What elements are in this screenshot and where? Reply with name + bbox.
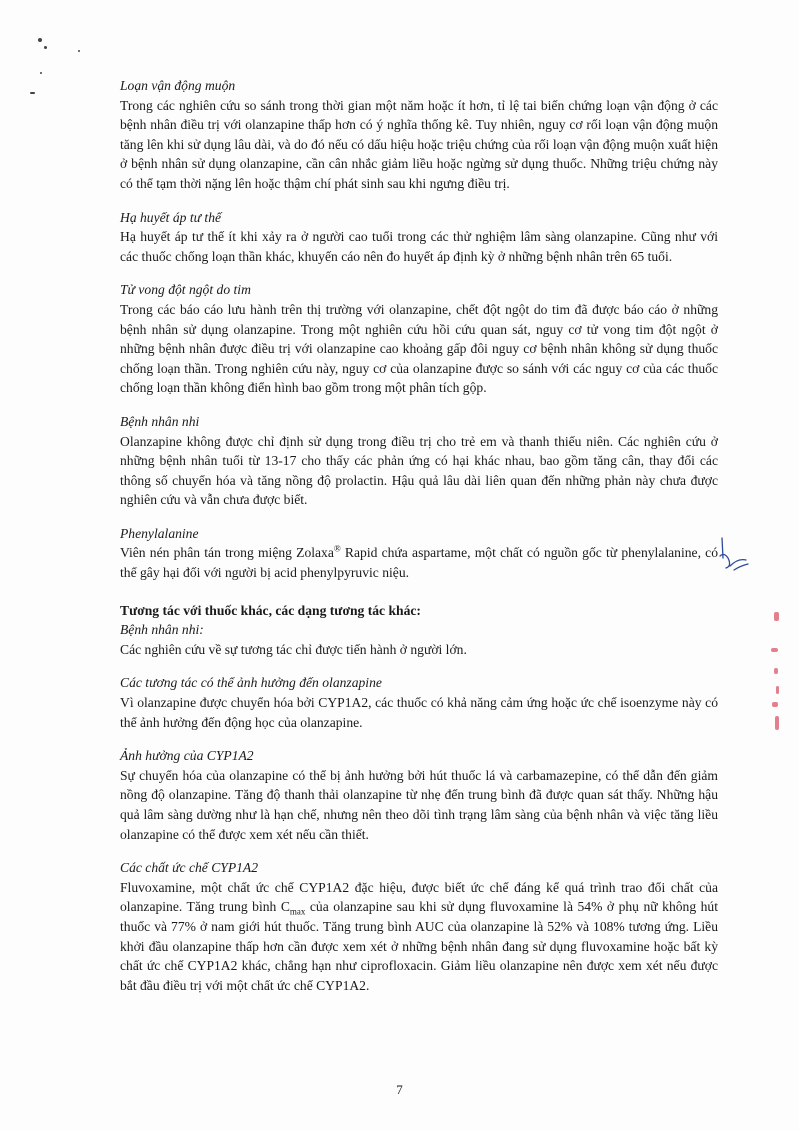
scan-speck bbox=[30, 92, 35, 94]
section-heading: Bệnh nhân nhi bbox=[120, 413, 200, 429]
section-sudden-cardiac-death bbox=[120, 280, 718, 398]
stamp-fragment bbox=[774, 668, 778, 674]
section-heading: Các chất ức chế CYP1A2 bbox=[120, 860, 259, 876]
scan-speck bbox=[78, 50, 80, 52]
section-heading: Hạ huyết áp tư thế bbox=[120, 209, 222, 225]
paragraph-text: Fluvoxamine, một chất ức chế CYP1A2 đặc hiệu, được biết ức chế đáng kể quá trình trao đổi chất của olanzapine. Tăng trung bình C bbox=[120, 879, 718, 915]
section-cyp1a2-influence bbox=[120, 746, 718, 844]
section-tardive-dyskinesia bbox=[120, 76, 718, 194]
section-heading: Bệnh nhân nhi: bbox=[120, 622, 204, 638]
section-paragraph: Hạ huyết áp tư thế ít khi xảy ra ở người cao tuổi trong các thử nghiệm lâm sàng olanzapine. Cũng như với các thuốc chống loạn thần khác, khuyến cáo nên đo huyết áp định kỳ ở những bệnh nhân trên 65 tuổi. bbox=[120, 229, 718, 264]
section-paragraph: Các nghiên cứu về sự tương tác chỉ được tiến hành ở người lớn. bbox=[120, 641, 467, 657]
section-heading: Loạn vận động muộn bbox=[120, 78, 236, 93]
scan-speck bbox=[38, 38, 42, 42]
section-paragraph bbox=[120, 543, 718, 582]
paragraph-text: của olanzapine sau khi sử dụng fluvoxamine là 54% ở phụ nữ không hút thuốc và 77% ở nam giới hút thuốc. Tăng trung bình AUC của olanzapine là 52% và 108% tương ứng. Liều khởi đầu olanzapine thấp hơn cần được xem xét ở những bệnh nhân đang sử dụng fluvoxamine hoặc bất kỳ chất ức chế CYP1A2 khác, chẳng hạn như ciprofloxacin. Giảm liều olanzapine nên được xem xét nếu được bắt đầu điều trị với một chất ức chế CYP1A2. bbox=[120, 899, 718, 993]
section-orthostatic-hypotension bbox=[120, 208, 718, 267]
stamp-fragment bbox=[772, 702, 778, 707]
page-number: 7 bbox=[396, 1082, 403, 1097]
subscript-max: max bbox=[289, 907, 306, 918]
page-content bbox=[120, 76, 718, 1009]
section-paragraph bbox=[120, 878, 718, 996]
section-cyp1a2-inhibitors bbox=[120, 858, 718, 995]
registered-mark: ® bbox=[333, 543, 341, 554]
stamp-fragment bbox=[771, 648, 778, 652]
section-heading: Tử vong đột ngột do tim bbox=[120, 282, 251, 298]
section-heading: Ảnh hưởng của CYP1A2 bbox=[120, 748, 254, 764]
section-pediatric-patients bbox=[120, 412, 718, 510]
section-heading: Các tương tác có thể ảnh hưởng đến olanzapine bbox=[120, 675, 382, 691]
handwritten-initial-mark bbox=[712, 536, 752, 580]
section-paragraph: Vì olanzapine được chuyển hóa bởi CYP1A2, các thuốc có khả năng cảm ứng hoặc ức chế isoenzyme này có thể ảnh hưởng đến động học của olanzapine. bbox=[120, 695, 718, 730]
paragraph-text: Rapid chứa aspartame, một chất có nguồn gốc từ phenylalanine, có thể gây hại đối với người bị acid phenylpyruvic niệu. bbox=[120, 545, 718, 581]
stamp-fragment bbox=[776, 686, 779, 694]
paragraph-text: Viên nén phân tán trong miệng Zolaxa bbox=[120, 545, 334, 561]
section-bold-heading: Tương tác với thuốc khác, các dạng tương tác khác: bbox=[120, 602, 421, 618]
section-paragraph: Sự chuyển hóa của olanzapine có thể bị ảnh hưởng bởi hút thuốc lá và carbamazepine, có thể dẫn đến giảm nồng độ olanzapine. Tăng độ thanh thải olanzapine từ nhẹ đến trung bình đã được quan sát thấy. Những hậu quả lâm sàng dường như là hạn chế, nhưng nên theo dõi tình trạng lâm sàng của bệnh nhân và việc tăng liều olanzapine có thể được xem xét nếu cần thiết. bbox=[120, 767, 718, 842]
scan-speck bbox=[40, 72, 42, 74]
section-interactions-affecting-olanzapine bbox=[120, 673, 718, 732]
stamp-fragment bbox=[774, 612, 779, 621]
section-paragraph: Trong các báo cáo lưu hành trên thị trường với olanzapine, chết đột ngột do tim đã được báo cáo ở những bệnh nhân sử dụng olanzapine. Trong một nghiên cứu hồi cứu quan sát, nguy cơ tử vong tim đột ngột ở những bệnh nhân được điều trị với olanzapine cao khoảng gấp đôi nguy cơ bệnh nhân không sử dụng thuốc chống loạn thần. Trong nghiên cứu này, nguy cơ của olanzapine được so sánh với các nguy cơ của các thuốc chống loạn thần không điển hình bao gồm trong một phân tích gộp. bbox=[120, 301, 718, 396]
section-phenylalanine bbox=[120, 524, 718, 583]
scan-speck bbox=[44, 46, 47, 49]
section-heading: Phenylalanine bbox=[120, 525, 199, 541]
section-paragraph: Trong các nghiên cứu so sánh trong thời gian một năm hoặc ít hơn, tỉ lệ tai biến chứng loạn vận động ở các bệnh nhân điều trị với olanzapine thấp hơn có ý nghĩa thống kê. Tuy nhiên, nguy cơ rối loạn vận động muộn tăng lên khi sử dụng lâu dài, và do đó nếu có dấu hiệu hoặc triệu chứng của rối loạn vận động muộn xuất hiện ở bệnh nhân sử dụng olanzapine, cần cân nhắc giảm liều hoặc ngừng sử dụng thuốc. Những triệu chứng này có thể tạm thời nặng lên hoặc thậm chí phát sinh sau khi ngưng điều trị. bbox=[120, 97, 718, 191]
section-interactions bbox=[120, 601, 718, 660]
section-paragraph: Olanzapine không được chỉ định sử dụng trong điều trị cho trẻ em và thanh thiếu niên. Các nghiên cứu ở những bệnh nhân tuổi từ 13-17 cho thấy các phản ứng có hại khác nhau, bao gồm tăng cân, thay đổi các thông số chuyển hóa và tăng nồng độ prolactin. Hậu quả lâu dài liên quan đến những phản này chưa được nghiên cứu và vẫn chưa được biết. bbox=[120, 433, 718, 508]
stamp-fragment bbox=[775, 716, 779, 730]
